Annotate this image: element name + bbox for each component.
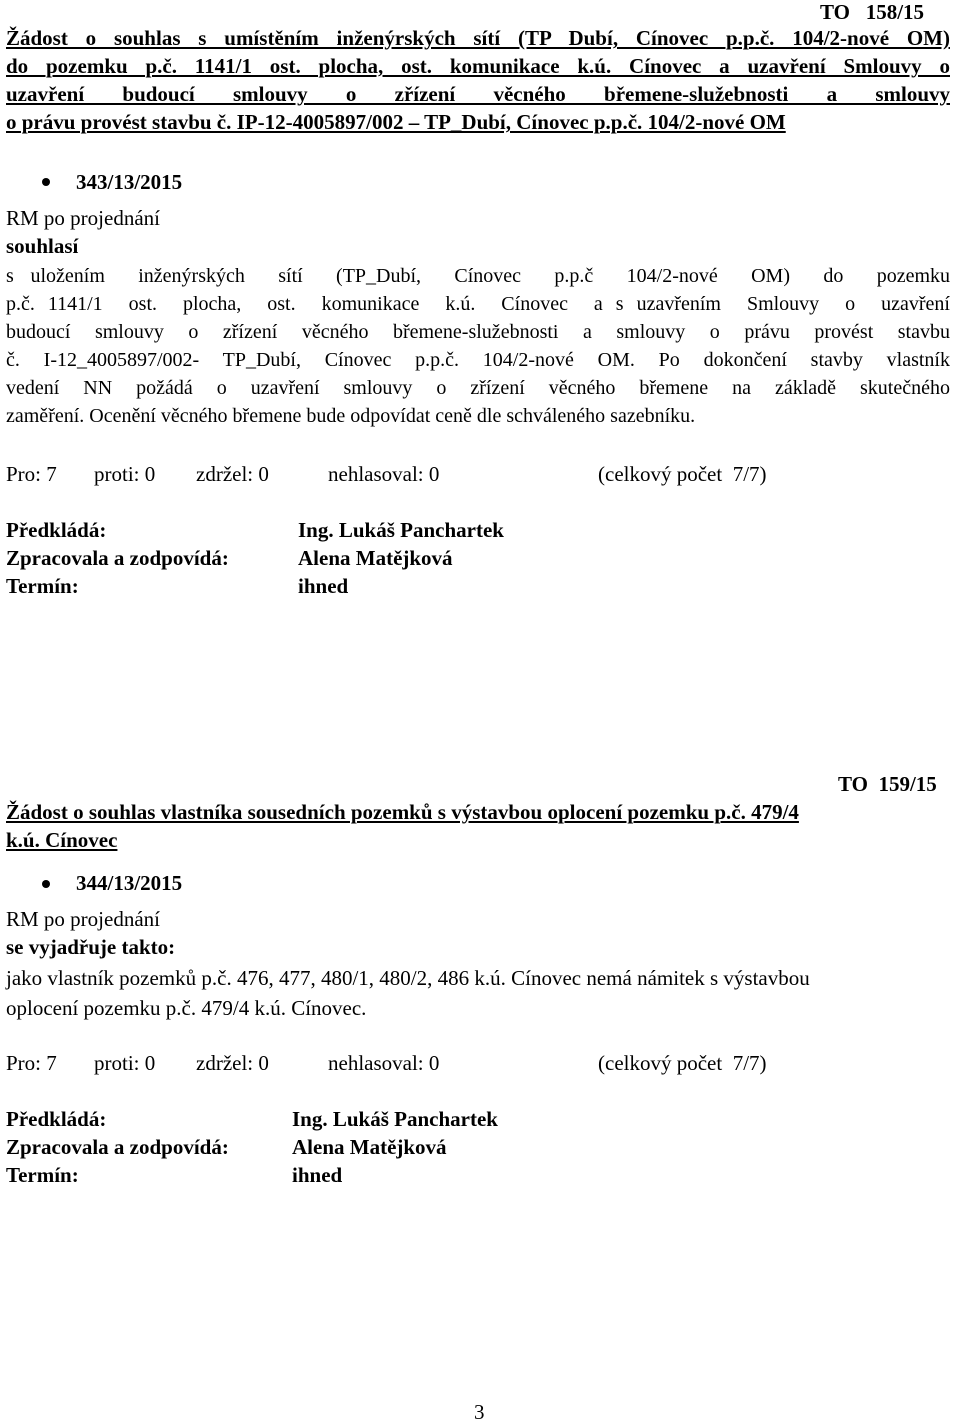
vote-proti: proti: 0	[94, 462, 156, 486]
zpracovala-label: Zpracovala a zodpovídá:	[6, 1135, 229, 1159]
vote-pro: Pro: 7	[6, 1051, 57, 1075]
termin-value: ihned	[292, 1163, 343, 1187]
item-title-line: uzavření budoucí smlouvy o zřízení věcného břemene-služebnosti a smlouvy	[6, 82, 950, 106]
zpracovala-value: Alena Matějková	[298, 546, 453, 570]
item-title-line: Žádost o souhlas vlastníka sousedních pozemků s výstavbou oplocení pozemku p.č. 479/4	[6, 800, 799, 824]
item-number: TO 158/15	[820, 0, 925, 24]
vote-total: (celkový počet 7/7)	[598, 1051, 767, 1075]
termin-label: Termín:	[6, 574, 79, 598]
body-line: zaměření. Ocenění věcného břemene bude odpovídat ceně dle schváleného sazebníku.	[6, 405, 696, 427]
predklada-value: Ing. Lukáš Panchartek	[292, 1107, 498, 1131]
page-number: 3	[474, 1400, 485, 1424]
resolution-number: 343/13/2015	[76, 170, 183, 194]
termin-label: Termín:	[6, 1163, 79, 1187]
body-line: č. I-12_4005897/002- TP_Dubí, Cínovec p.p.č. 104/2-nové OM. Po dokončení stavby vlastník	[6, 349, 950, 371]
rm-line: RM po projednání	[6, 907, 160, 931]
item-title-line: o právu provést stavbu č. IP-12-4005897/002 – TP_Dubí, Cínovec p.p.č. 104/2-nové OM	[6, 110, 786, 134]
zpracovala-value: Alena Matějková	[292, 1135, 447, 1159]
resolution-verb: souhlasí	[6, 234, 79, 258]
zpracovala-label: Zpracovala a zodpovídá:	[6, 546, 229, 570]
item-title-line: k.ú. Cínovec	[6, 828, 118, 852]
item-number: TO 159/15	[838, 772, 937, 796]
vote-pro: Pro: 7	[6, 462, 57, 486]
body-line: budoucí smlouvy o zřízení věcného břemene-služebnosti a smlouvy o právu provést stavbu	[6, 321, 950, 343]
resolution-verb: se vyjadřuje takto:	[6, 935, 176, 959]
vote-nehlasoval: nehlasoval: 0	[328, 1051, 440, 1075]
predklada-value: Ing. Lukáš Panchartek	[298, 518, 504, 542]
rm-line: RM po projednání	[6, 206, 160, 230]
vote-zdrzel: zdržel: 0	[196, 462, 269, 486]
predklada-label: Předkládá:	[6, 518, 107, 542]
item-title-line: Žádost o souhlas s umístěním inženýrských sítí (TP Dubí, Cínovec p.p.č. 104/2-nové OM)	[6, 26, 950, 50]
body-line: vedení NN požádá o uzavření smlouvy o zřízení věcného břemene na základě skutečného	[6, 377, 950, 399]
resolution-number: 344/13/2015	[76, 871, 183, 895]
termin-value: ihned	[298, 574, 349, 598]
predklada-label: Předkládá:	[6, 1107, 107, 1131]
item-title-line: do pozemku p.č. 1141/1 ost. plocha, ost. komunikace k.ú. Cínovec a uzavření Smlouvy o	[6, 54, 950, 78]
body-line: oplocení pozemku p.č. 479/4 k.ú. Cínovec.	[6, 996, 367, 1020]
vote-nehlasoval: nehlasoval: 0	[328, 462, 440, 486]
bullet-icon	[42, 178, 50, 186]
vote-total: (celkový počet 7/7)	[598, 462, 767, 486]
body-line: p.č. 1141/1 ost. plocha, ost. komunikace k.ú. Cínovec a s uzavřením Smlouvy o uzavření	[6, 293, 950, 315]
vote-proti: proti: 0	[94, 1051, 156, 1075]
vote-zdrzel: zdržel: 0	[196, 1051, 269, 1075]
body-line: jako vlastník pozemků p.č. 476, 477, 480/1, 480/2, 486 k.ú. Cínovec nemá námitek s výstavbou	[6, 966, 810, 990]
body-line: s uložením inženýrských sítí (TP_Dubí, Cínovec p.p.č 104/2-nové OM) do pozemku	[6, 265, 950, 287]
bullet-icon	[42, 880, 50, 888]
